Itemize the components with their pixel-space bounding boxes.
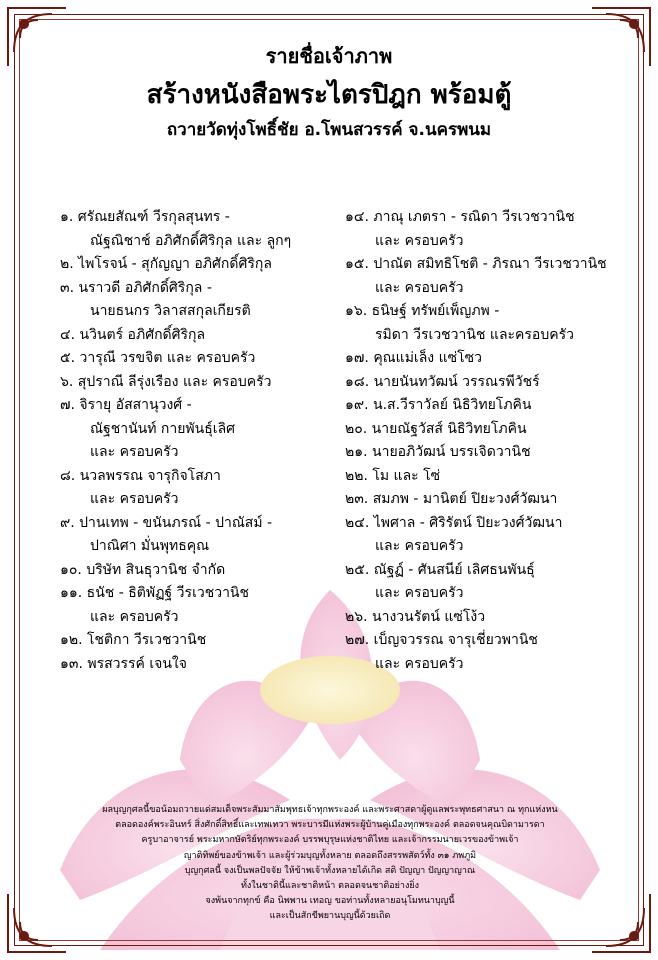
- donor-line: ๒๐. นายณัฐวัสส์ นิธิวิทยโภคิน: [345, 420, 527, 437]
- donor-line: ณัฐชานันท์ กายพันธุ์เลิศ: [90, 420, 236, 437]
- dedication-line: บุญกุศลนี้ จงเป็นพลปัจจัย ให้ข้าพเจ้าทั้งหลายได้เกิด สติ ปัญญา ปัญญาญาณ: [184, 865, 476, 876]
- donor-line: รมิดา วีรเวชวานิช และครอบครัว: [375, 326, 574, 343]
- donor-line: และ ครอบครัว: [90, 608, 179, 625]
- donor-line: ณัฐณิชาช์ อภิศักดิ์ศิริกุล และ ลูกๆ: [90, 232, 292, 249]
- header-title-line1: รายชื่อเจ้าภาพ: [265, 44, 393, 68]
- donor-line: ปาณิศา มั่นพุทธคุณ: [90, 538, 210, 554]
- donor-line: ๑๒. โชติกา วีรเวชวานิช: [60, 632, 207, 648]
- donor-line: ๒๓. สมภพ - มานิตย์ ปิยะวงศ์วัฒนา: [345, 491, 558, 507]
- donor-line: ๑๐. บริษัท สินธุวานิช จำกัด: [60, 561, 226, 578]
- dedication-line: จงพ้นจากทุกข์ คือ นิพพาน เทอญ ขอท่านทั้งหลายอนุโมทนาบุญนี้: [205, 896, 455, 907]
- donor-line: ๔. นวินตร์ อภิศักดิ์ศิริกุล: [60, 326, 206, 343]
- donor-line: ๑๔. ภาณุ เภตรา - รณิดา วีรเวชวานิช: [345, 209, 575, 225]
- donor-line: และ ครอบครัว: [375, 538, 464, 554]
- donor-line: ๑๗. คุณแม่เล็ง แซ่โซว: [345, 350, 482, 366]
- donor-line: ๑๓. พรสวรรค์ เจนใจ: [60, 655, 187, 672]
- dedication-line: ผลบุญกุศลนี้ขอน้อมถวายแด่สมเด็จพระสัมมาสัมพุทธเจ้าทุกพระองค์ และพระศาสดาผู้ดูแลพระพุทธศาสนา ณ ทุกแห่งหน: [102, 805, 558, 815]
- dedication-text: [60, 803, 600, 925]
- donor-line: และ ครอบครัว: [375, 279, 464, 296]
- donor-list-right: [345, 206, 615, 676]
- donor-line: ๑๕. ปาณัต สมิทธิโชติ - ภิรณา วีรเวชวานิช: [345, 256, 607, 272]
- donor-line: ๒๖. นางวนรัตน์ แซ่โง้ว: [345, 608, 486, 625]
- dedication-line: และเป็นสักขีพยานบุญนี้ด้วยเถิด: [269, 911, 391, 922]
- donor-line: ๗. จิรายุ อัสสานุวงศ์ -: [60, 397, 192, 413]
- dedication-line: ครูบาอาจารย์ พระมหากษัตริย์ทุกพระองค์ บรรพบุรุษแห่งชาติไทย และเจ้ากรรมนายเวรของข้าพเจ้า: [141, 835, 519, 846]
- donor-line: ๒๑. นายอภิวัฒน์ บรรเจิดวานิช: [345, 444, 531, 460]
- donor-line: และ ครอบครัว: [90, 491, 179, 507]
- donor-line: ๑๑. ธนัช - ธิติพัฏฐ์ วีรเวชวานิช: [60, 585, 250, 601]
- donor-line: ๘. นวลพรรณ จารุกิจโสภา: [60, 467, 221, 484]
- donor-line: และ ครอบครัว: [90, 444, 179, 460]
- donor-line: ๓. นราวดี อภิศักดิ์ศิริกุล -: [60, 279, 212, 296]
- donor-list-left: [60, 206, 330, 676]
- donor-line: นายธนกร วิลาสสกุลเกียรติ: [90, 303, 251, 319]
- dedication-line: ตลอดองค์พระอินทร์ สิ่งศักดิ์สิทธิ์และเทพเทวา พระบารมีแห่งพระผู้บ้านคู่เมืองทุกพระองค์ ตลอดจนคุณบิดามารดา: [115, 820, 545, 831]
- donor-line: ๑๖. ธนิษฐ์ ทรัพย์เพ็ญภพ -: [345, 303, 500, 319]
- donor-line: ๒๒. โม และ โซ่: [345, 467, 441, 484]
- donor-line: ๙. ปานเทพ - ขนันภรณ์ - ปาณัสม์ -: [60, 514, 273, 531]
- donor-line: ๒๗. เบ็ญจวรรณ จารุเชี่ยวพานิช: [345, 632, 538, 648]
- donor-line: ๒๔. ไพศาล - ศิริรัตน์ ปิยะวงศ์วัฒนา: [345, 514, 563, 531]
- donor-line: และ ครอบครัว: [375, 655, 464, 672]
- header-title-line2: สร้างหนังสือพระไตรปิฎก พร้อมตู้: [146, 80, 512, 110]
- donor-line: และ ครอบครัว: [375, 232, 464, 249]
- donor-line: ๖. สุปราณี ลีรุ่งเรือง และ ครอบครัว: [60, 373, 272, 390]
- donor-line: และ ครอบครัว: [375, 585, 464, 601]
- donor-line: ๒๕. ณัฐฏ์ - ศันสนีย์ เลิศธนพันธุ์: [345, 561, 535, 578]
- dedication-line: ทั้งในชาตินี้และชาติหน้า ตลอดจนชาติอย่างยิ่ง: [240, 881, 420, 892]
- dedication-line: ญาติทิพย์ของข้าพเจ้า และผู้ร่วมบุญทั้งหลาย ตลอดถึงสรรพสัตว์ทั้ง ๓๑ ภพภูมิ: [183, 850, 477, 861]
- header-subtitle: ถวายวัดทุ่งโพธิ์ชัย อ.โพนสวรรค์ จ.นครพนม: [166, 120, 492, 140]
- donor-line: ๑. ศรัณยสัณฑ์ วีรกุลสุนทร -: [60, 209, 230, 225]
- donor-line: ๒. ไพโรจน์ - สุกัญญา อภิศักดิ์ศิริกุล: [60, 256, 272, 272]
- donor-line: ๕. วารุณี วรขจิต และ ครอบครัว: [60, 350, 256, 366]
- donor-line: ๑๙. น.ส.วีราวัลย์ นิธิวิทยโภคิน: [345, 397, 532, 413]
- donor-line: ๑๘. นายนันทวัฒน์ วรรณรพีวัชร์: [345, 373, 540, 390]
